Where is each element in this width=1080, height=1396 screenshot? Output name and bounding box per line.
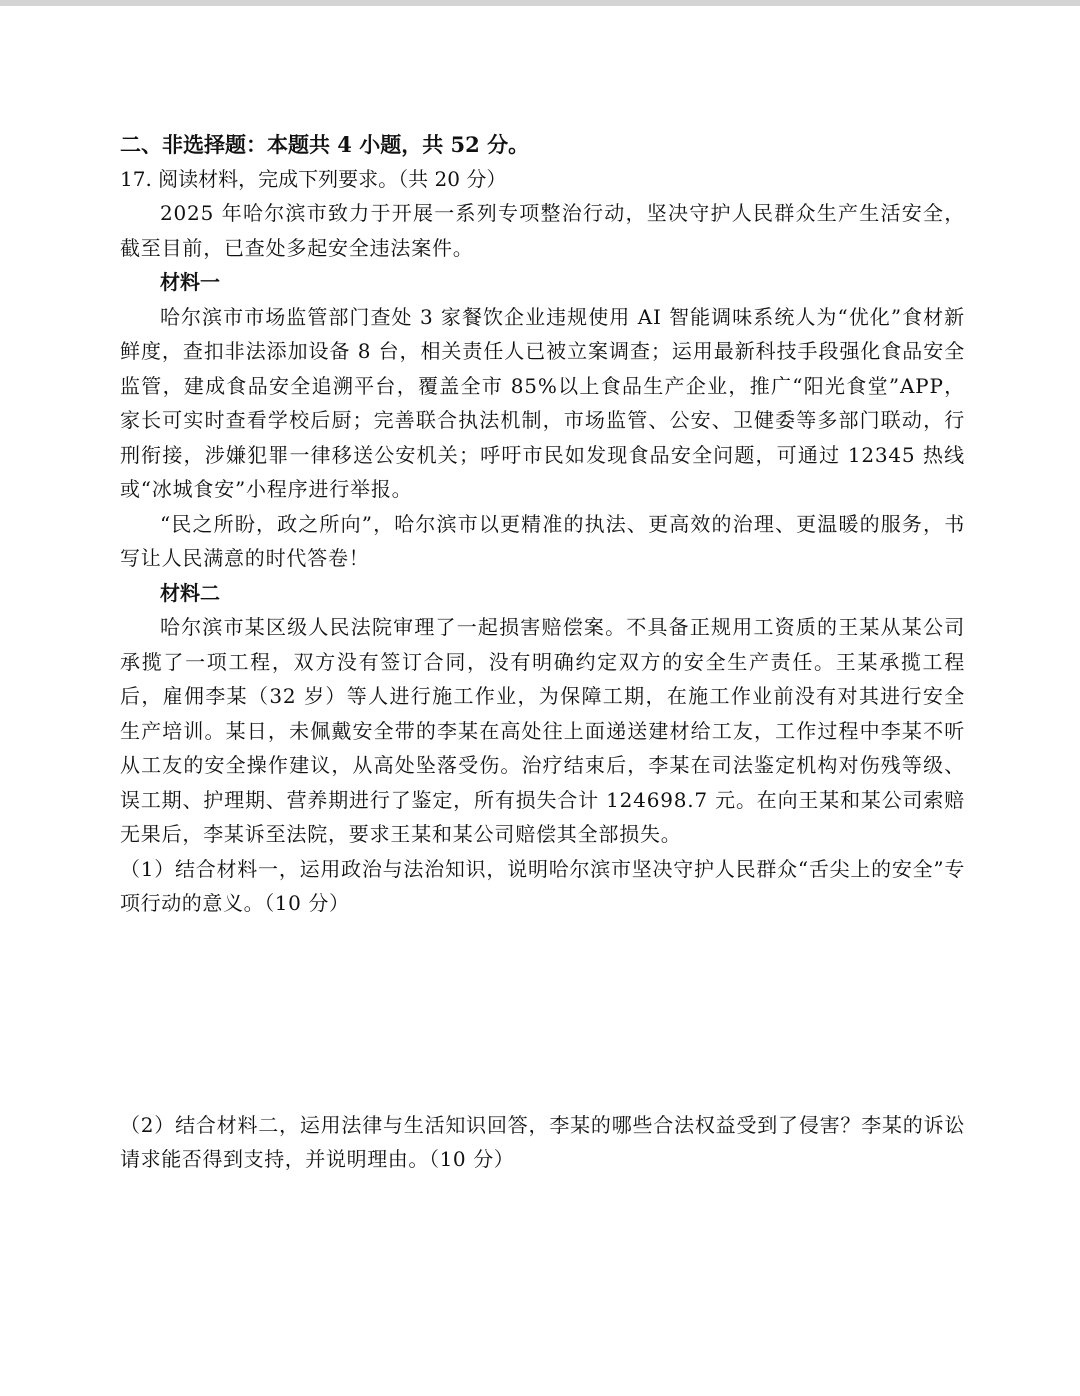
question-title: 17. 阅读材料，完成下列要求。（共 20 分） xyxy=(120,167,507,191)
sub-question-2: （2）结合材料二，运用法律与生活知识回答，李某的哪些合法权益受到了侵害？李某的诉讼请求能否得到支持，并说明理由。（10 分） xyxy=(120,1112,965,1171)
material-two-heading: 材料二 xyxy=(160,580,220,605)
material-one-paragraph-1: 哈尔滨市市场监管部门查处 3 家餐饮企业违规使用 AI 智能调味系统人为“优化”食材新鲜度，查扣非法添加设备 8 台，相关责任人已被立案调查；运用最新科技手段强化食品安全监管，建成食品安全追溯平台，覆盖全市 85%以上食品生产企业，推广“阳光食堂”APP，家长可实时查看学校后厨；完善联合执法机制，市场监管、公安、卫健委等多部门联动，行刑衔接，涉嫌犯罪一律移送公安机关；呼吁市民如发现食品安全问题，可通过 12345 热线或“冰城食安”小程序进行举报。 xyxy=(120,304,965,501)
material-one-paragraph-2: “民之所盼，政之所向”，哈尔滨市以更精准的执法、更高效的治理、更温暖的服务，书写让人民满意的时代答卷！ xyxy=(120,511,965,570)
material-two-paragraph: 哈尔滨市某区级人民法院审理了一起损害赔偿案。不具备正规用工资质的王某从某公司承揽了一项工程，双方没有签订合同，没有明确约定双方的安全生产责任。王某承揽工程后，雇佣李某（32 岁）等人进行施工作业，为保障工期，在施工作业前没有对其进行安全生产培训。某日，未佩戴安全带的李某在高处往上面递送建材给工友，工作过程中李某不听从工友的安全操作建议，从高处坠落受伤。治疗结束后，李某在司法鉴定机构对伤残等级、误工期、护理期、营养期进行了鉴定，所有损失合计 124698.7 元。在向王某和某公司索赔无果后，李某诉至法院，要求王某和某公司赔偿其全部损失。 xyxy=(120,615,965,846)
section-heading: 二、非选择题：本题共 4 小题，共 52 分。 xyxy=(120,132,530,157)
intro-paragraph: 2025 年哈尔滨市致力于开展一系列专项整治行动，坚决守护人民群众生产生活安全，截至目前，已查处多起安全违法案件。 xyxy=(120,201,965,260)
material-one-heading: 材料一 xyxy=(160,270,220,294)
answer-space-1 xyxy=(120,920,965,1108)
document-page xyxy=(120,128,965,1176)
top-border xyxy=(0,0,1080,6)
sub-question-1: （1）结合材料一，运用政治与法治知识，说明哈尔滨市坚决守护人民群众“舌尖上的安全”专项行动的意义。（10 分） xyxy=(120,856,965,915)
